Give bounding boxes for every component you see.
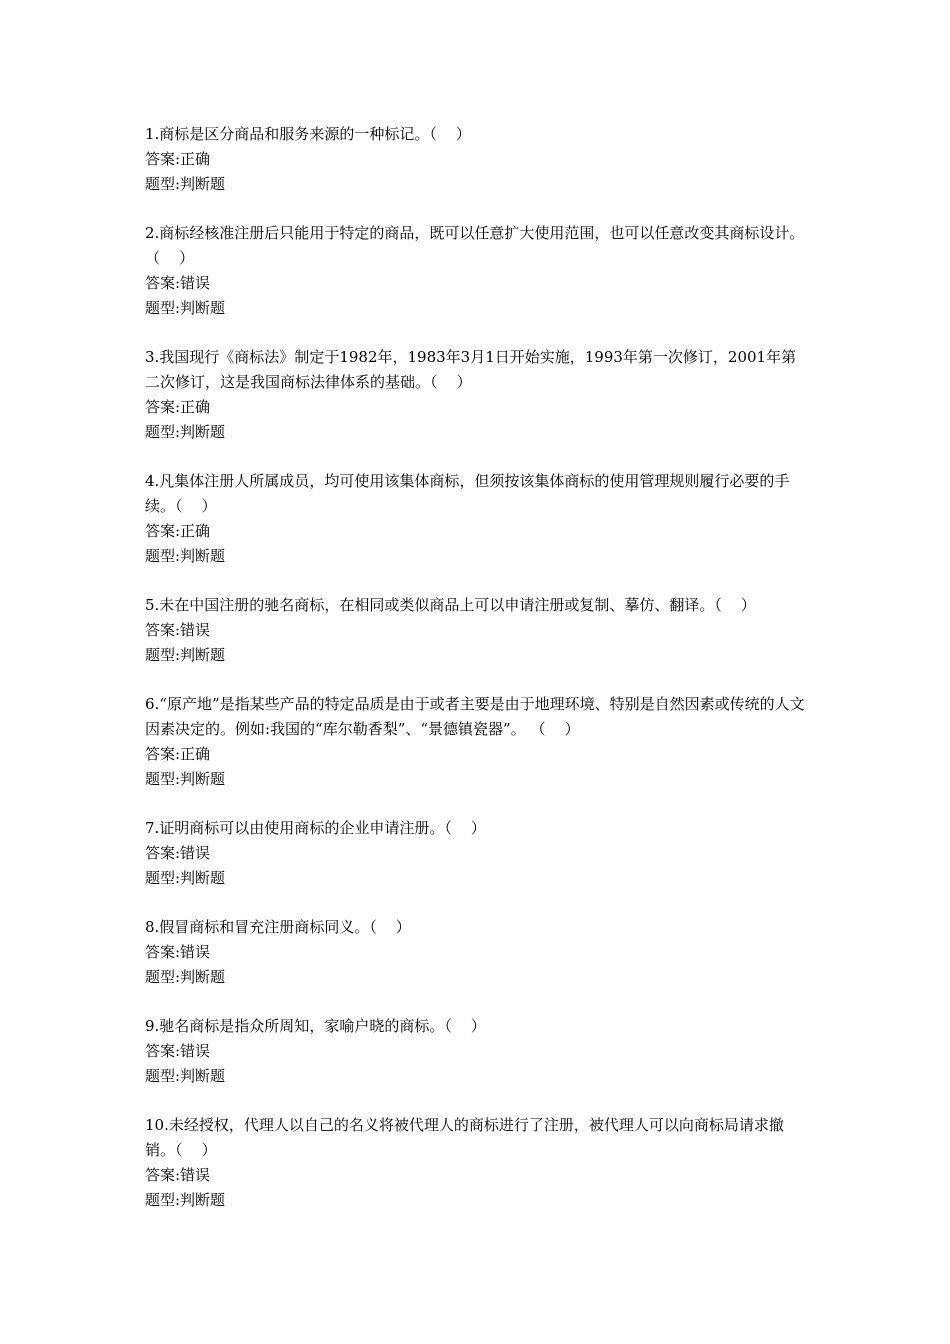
question-answer: 答案:错误: [145, 844, 211, 862]
question-text: 7.证明商标可以由使用商标的企业申请注册。（ ）: [145, 819, 486, 837]
question-10: [145, 1113, 810, 1213]
question-text: 8.假冒商标和冒充注册商标同义。（ ）: [145, 918, 411, 936]
question-type: 题型:判断题: [145, 547, 226, 565]
question-answer: 答案:错误: [145, 621, 211, 639]
question-text: 9.驰名商标是指众所周知，家喻户晓的商标。（ ）: [145, 1017, 486, 1035]
question-4: [145, 469, 810, 569]
question-type: 题型:判断题: [145, 175, 226, 193]
question-text: 3.我国现行《商标法》制定于1982年，1983年3月1日开始实施，1993年第一次修订，2001年第二次修订，这是我国商标法律体系的基础。（ ）: [145, 348, 797, 391]
question-answer: 答案:错误: [145, 274, 211, 292]
question-answer: 答案:正确: [145, 522, 211, 540]
question-text: 10.未经授权，代理人以自己的名义将被代理人的商标进行了注册，被代理人可以向商标局请求撤销。（ ）: [145, 1116, 784, 1159]
question-7: [145, 816, 810, 891]
question-answer: 答案:错误: [145, 943, 211, 961]
question-5: [145, 593, 810, 668]
question-text: 5.未在中国注册的驰名商标，在相同或类似商品上可以申请注册或复制、摹仿、翻译。（ ）: [145, 596, 756, 614]
question-text: 2.商标经核准注册后只能用于特定的商品，既可以任意扩大使用范围，也可以任意改变其商标设计。（ ）: [145, 224, 805, 267]
question-type: 题型:判断题: [145, 423, 226, 441]
question-8: [145, 915, 810, 990]
question-type: 题型:判断题: [145, 299, 226, 317]
question-2: [145, 221, 810, 321]
question-type: 题型:判断题: [145, 1067, 226, 1085]
question-text: 6.“原产地”是指某些产品的特定品质是由于或者主要是由于地理环境、特别是自然因素或传统的人文因素决定的。例如:我国的“库尔勒香梨”、“景德镇瓷器”。 （ ）: [145, 695, 805, 738]
question-text: 1.商标是区分商品和服务来源的一种标记。（ ）: [145, 125, 471, 143]
question-type: 题型:判断题: [145, 968, 226, 986]
question-type: 题型:判断题: [145, 646, 226, 664]
question-3: [145, 345, 810, 445]
question-text: 4.凡集体注册人所属成员，均可使用该集体商标，但须按该集体商标的使用管理规则履行必要的手续。（ ）: [145, 472, 790, 515]
question-answer: 答案:错误: [145, 1042, 211, 1060]
question-answer: 答案:错误: [145, 1166, 211, 1184]
question-answer: 答案:正确: [145, 150, 211, 168]
question-answer: 答案:正确: [145, 745, 211, 763]
question-9: [145, 1014, 810, 1089]
question-type: 题型:判断题: [145, 770, 226, 788]
question-type: 题型:判断题: [145, 869, 226, 887]
question-1: [145, 122, 810, 197]
question-answer: 答案:正确: [145, 398, 211, 416]
document-page: [145, 122, 810, 1237]
question-type: 题型:判断题: [145, 1191, 226, 1209]
question-6: [145, 692, 810, 792]
